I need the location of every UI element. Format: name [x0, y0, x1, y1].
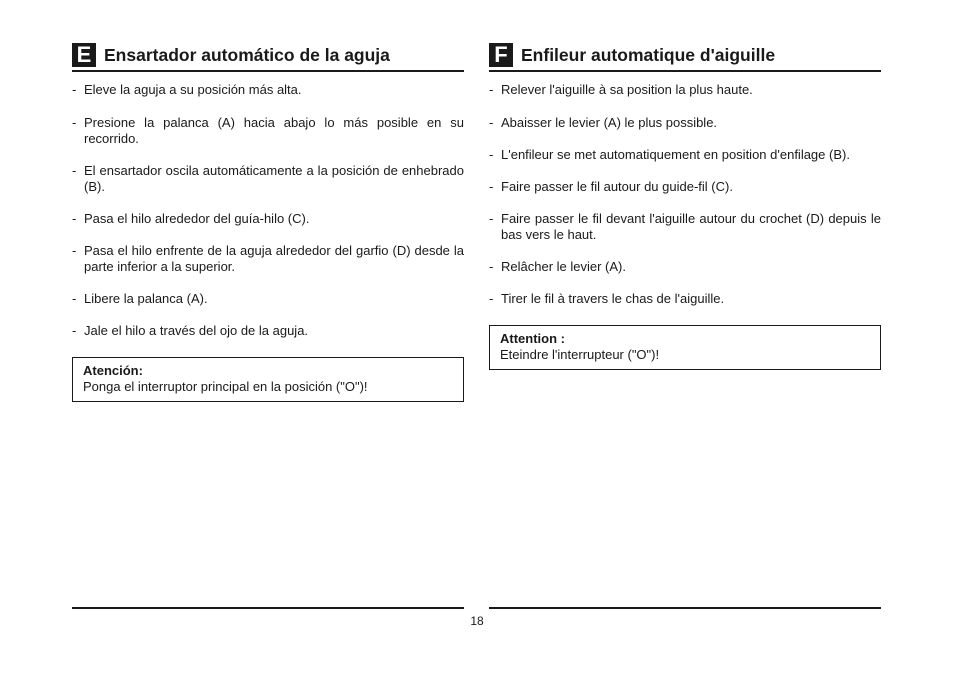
- dash-bullet: -: [489, 147, 494, 162]
- footer-rule-left: [72, 607, 464, 609]
- list-item: [72, 211, 464, 227]
- dash-bullet: -: [72, 323, 77, 338]
- attention-box-spanish: [72, 357, 464, 402]
- language-badge-e: E: [72, 43, 96, 67]
- list-item: [489, 179, 881, 195]
- list-item-text: L'enfileur se met automatiquement en position d'enfilage (B).: [501, 147, 850, 162]
- instruction-list-spanish: [72, 82, 464, 339]
- dash-bullet: -: [72, 291, 77, 306]
- dash-bullet: -: [72, 115, 77, 130]
- dash-bullet: -: [489, 211, 494, 226]
- dash-bullet: -: [489, 291, 494, 306]
- list-item-text: Faire passer le fil devant l'aiguille autour du crochet (D) depuis le bas vers le haut.: [501, 211, 881, 242]
- dash-bullet: -: [72, 163, 77, 178]
- list-item-text: Relever l'aiguille à sa position la plus haute.: [501, 82, 753, 97]
- list-item: [489, 211, 881, 243]
- list-item: [72, 243, 464, 275]
- list-item-text: Abaisser le levier (A) le plus possible.: [501, 115, 718, 130]
- list-item-text: Tirer le fil à travers le chas de l'aiguille.: [501, 291, 725, 306]
- list-item: [72, 163, 464, 195]
- instruction-list-french: [489, 82, 881, 307]
- list-item-text: Jale el hilo a través del ojo de la aguja.: [84, 323, 309, 338]
- spanish-section: [72, 42, 464, 402]
- page-number: 18: [470, 614, 484, 628]
- attention-title: Atención:: [83, 363, 143, 378]
- list-item-text: Faire passer le fil autour du guide-fil (C).: [501, 179, 733, 194]
- list-item: [72, 82, 464, 98]
- dash-bullet: -: [489, 259, 494, 274]
- dash-bullet: -: [489, 179, 494, 194]
- language-badge-f: F: [489, 43, 513, 67]
- french-section: [489, 42, 881, 370]
- attention-box-french: [489, 325, 881, 370]
- dash-bullet: -: [489, 82, 494, 97]
- section-header-french: [489, 42, 881, 72]
- list-item: [489, 115, 881, 131]
- section-title-french: Enfileur automatique d'aiguille: [521, 44, 776, 65]
- dash-bullet: -: [72, 82, 77, 97]
- list-item-text: Libere la palanca (A).: [84, 291, 208, 306]
- list-item-text: Relâcher le levier (A).: [501, 259, 626, 274]
- dash-bullet: -: [72, 211, 77, 226]
- list-item-text: Pasa el hilo alrededor del guía-hilo (C).: [84, 211, 310, 226]
- list-item: [489, 147, 881, 163]
- list-item: [489, 82, 881, 98]
- list-item-text: Pasa el hilo enfrente de la aguja alrededor del garfio (D) desde la parte inferior a la superior.: [84, 243, 464, 274]
- footer-rule-right: [489, 607, 881, 609]
- list-item-text: Presione la palanca (A) hacia abajo lo más posible en su recorrido.: [84, 115, 464, 146]
- section-title-spanish: Ensartador automático de la aguja: [104, 44, 390, 65]
- attention-text: Ponga el interruptor principal en la posición ("O")!: [83, 379, 368, 394]
- list-item: [72, 323, 464, 339]
- list-item: [489, 291, 881, 307]
- dash-bullet: -: [489, 115, 494, 130]
- list-item: [72, 115, 464, 147]
- list-item: [72, 291, 464, 307]
- attention-title: Attention :: [500, 331, 565, 346]
- dash-bullet: -: [72, 243, 77, 258]
- attention-text: Eteindre l'interrupteur ("O")!: [500, 347, 660, 362]
- list-item-text: El ensartador oscila automáticamente a la posición de enhebrado (B).: [84, 163, 464, 194]
- section-header-spanish: [72, 42, 464, 72]
- list-item-text: Eleve la aguja a su posición más alta.: [84, 82, 302, 97]
- list-item: [489, 259, 881, 275]
